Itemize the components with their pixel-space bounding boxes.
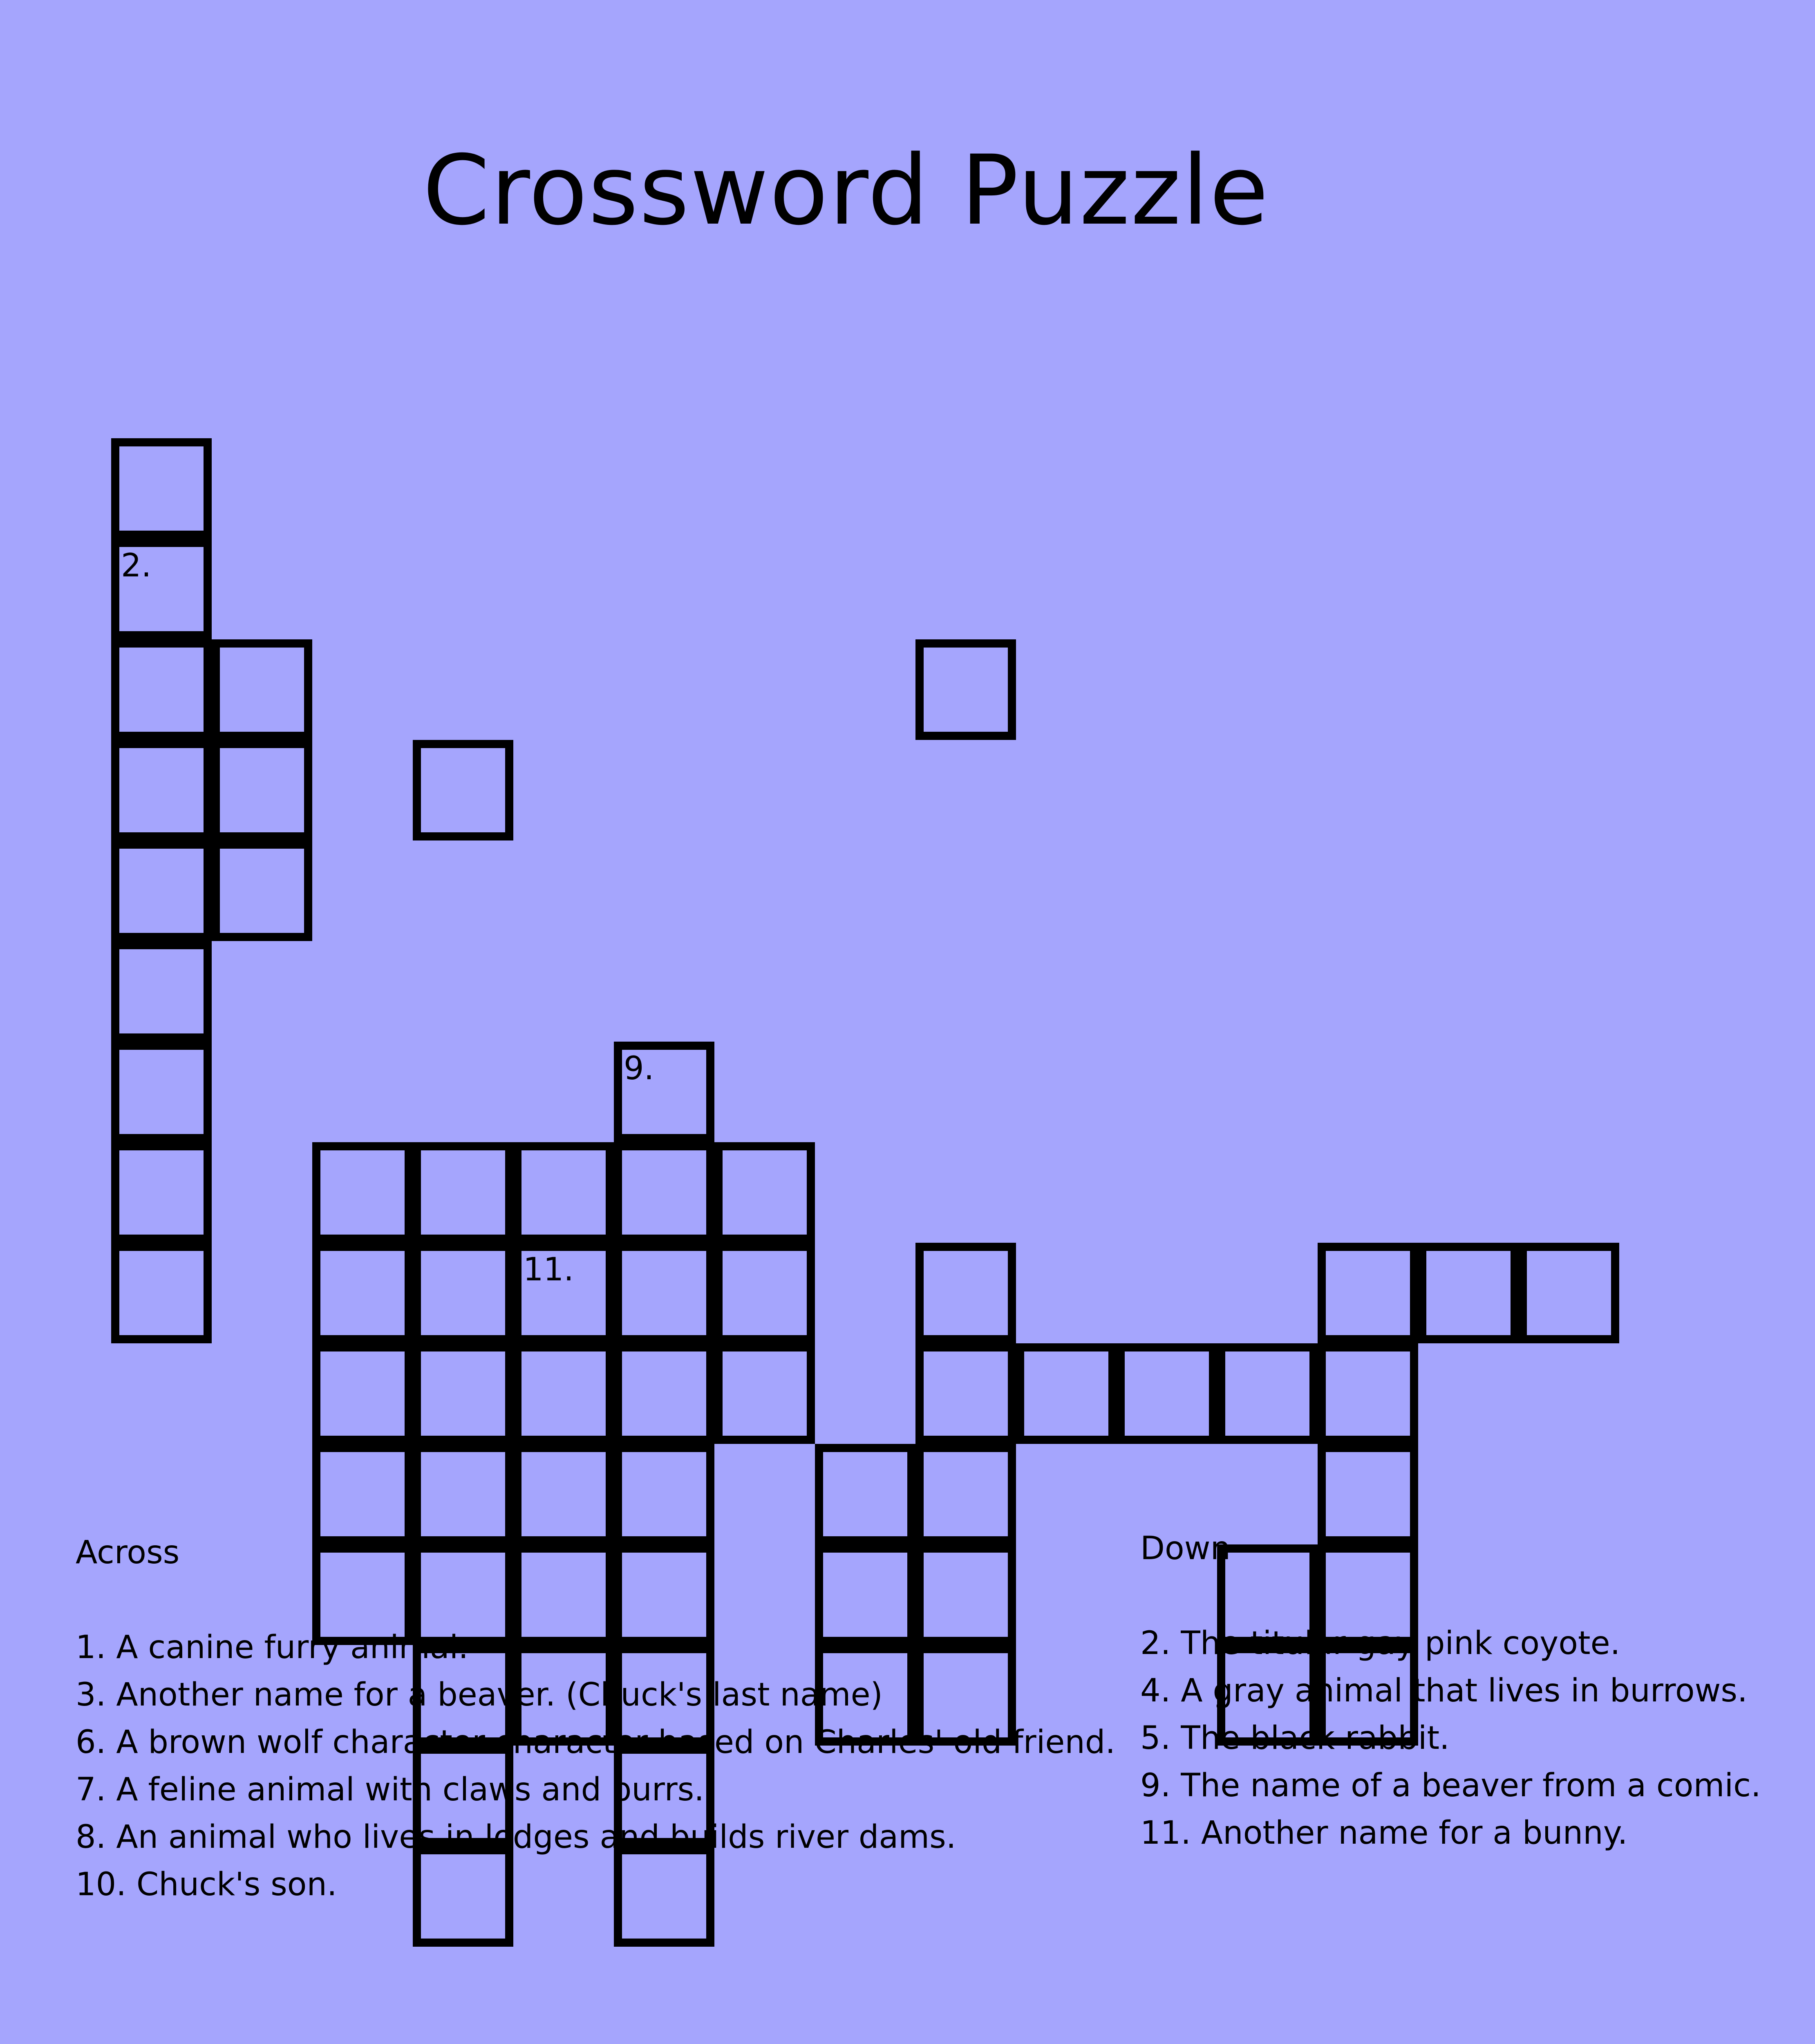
across-clue-list [76,1624,1130,1908]
crossword-cell[interactable] [312,1343,413,1444]
crossword-cell[interactable] [212,840,312,941]
crossword-cell[interactable] [212,740,312,840]
down-clue: 5. The black rabbit. [1140,1720,1450,1757]
crossword-cell[interactable] [413,740,513,840]
crossword-cell[interactable] [714,1343,815,1444]
crossword-cell[interactable] [513,1343,614,1444]
crossword-cell[interactable] [111,539,212,639]
clue-number: 2. [121,547,152,584]
crossword-cell[interactable] [614,1243,714,1343]
crossword-cell[interactable] [614,1042,714,1142]
crossword-cell[interactable] [111,840,212,941]
crossword-cell[interactable] [312,1142,413,1243]
crossword-cell[interactable] [413,1142,513,1243]
clue-number: 9. [624,1050,654,1087]
across-clue: 10. Chuck's son. [76,1866,337,1903]
crossword-cell[interactable] [614,1142,714,1243]
down-clue-list [1140,1620,1802,1857]
crossword-cell[interactable] [714,1142,815,1243]
crossword-cell[interactable] [1117,1343,1217,1444]
crossword-cell[interactable] [1016,1343,1117,1444]
crossword-cell[interactable] [915,1343,1016,1444]
across-clue: 8. An animal who lives in lodges and builds river dams. [76,1819,956,1856]
crossword-cell[interactable] [312,1243,413,1343]
crossword-cell[interactable] [111,639,212,740]
crossword-cell[interactable] [1217,1343,1318,1444]
crossword-cell[interactable] [513,1243,614,1343]
crossword-cell[interactable] [1318,1243,1418,1343]
down-clues-section [1140,1525,1802,1857]
down-clue: 9. The name of a beaver from a comic. [1140,1767,1761,1804]
down-heading: Down [1140,1530,1231,1567]
crossword-cell[interactable] [111,1042,212,1142]
across-clue: 7. A feline animal with claws and purrs. [76,1771,705,1808]
crossword-cell[interactable] [915,1243,1016,1343]
crossword-cell[interactable] [1318,1343,1418,1444]
crossword-cell[interactable] [1519,1243,1619,1343]
crossword-cell[interactable] [212,639,312,740]
across-clues-section [76,1529,1130,1908]
crossword-cell[interactable] [111,1243,212,1343]
crossword-cell[interactable] [413,1343,513,1444]
crossword-cell[interactable] [1418,1243,1519,1343]
across-clue: 3. Another name for a beaver. (Chuck's last name) [76,1676,883,1713]
page-title: Crossword Puzzle [423,135,1269,247]
crossword-cell[interactable] [111,941,212,1042]
crossword-cell[interactable] [111,438,212,539]
crossword-cell[interactable] [614,1343,714,1444]
crossword-cell[interactable] [413,1243,513,1343]
crossword-cell[interactable] [513,1142,614,1243]
crossword-cell[interactable] [915,639,1016,740]
clue-number: 11. [523,1251,574,1288]
down-clue: 4. A gray animal that lives in burrows. [1140,1672,1748,1709]
crossword-cell[interactable] [111,740,212,840]
crossword-cell[interactable] [714,1243,815,1343]
across-clue: 1. A canine furry animal. [76,1629,469,1666]
across-heading: Across [76,1534,180,1571]
across-clue: 6. A brown wolf character character based on Charles' old friend. [76,1724,1116,1761]
down-clue: 2. The titular gay pink coyote. [1140,1625,1620,1662]
down-clue: 11. Another name for a bunny. [1140,1815,1628,1851]
crossword-cell[interactable] [111,1142,212,1243]
